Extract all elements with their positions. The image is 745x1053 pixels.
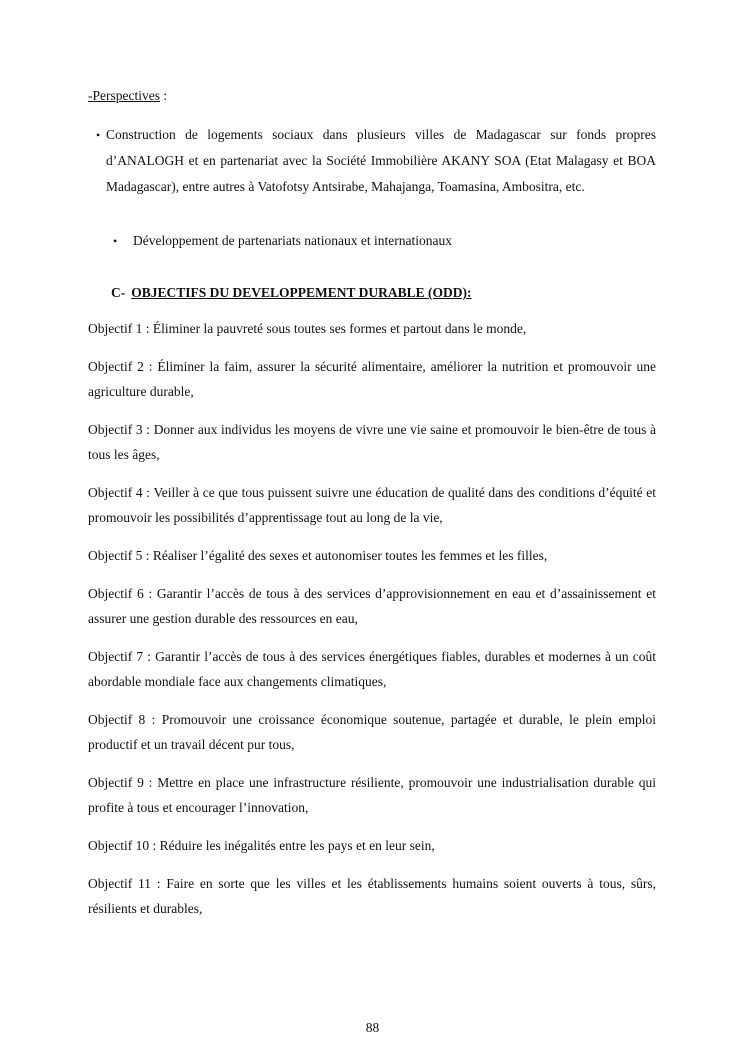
section-prefix: C- [111,285,126,300]
bullet-text: Construction de logements sociaux dans plusieurs villes de Madagascar sur fonds propres d’ANALOGH et en partenariat avec la Société Immobilière AKANY SOA (Etat Malagasy et BOA Madagascar), entre autres à Vatofotsy Antsirabe, Mahajanga, Toamasina, Ambositra, etc. [106,127,656,194]
section-heading [111,285,472,301]
objective-paragraph: Objectif 1 : Éliminer la pauvreté sous toutes ses formes et partout dans le monde, [88,321,527,336]
objective-paragraph: Objectif 3 : Donner aux individus les moyens de vivre une vie saine et promouvoir le bien-être de tous à tous les âges, [88,422,656,462]
list-item [96,122,656,200]
objective-paragraph: Objectif 7 : Garantir l’accès de tous à des services énergétiques fiables, durables et modernes à un coût abordable mondiale face aux changements climatiques, [88,649,656,689]
bullet-icon: • [96,128,101,142]
perspectives-heading [88,88,167,104]
objective-paragraph: Objectif 5 : Réaliser l’égalité des sexes et autonomiser toutes les femmes et les filles, [88,548,548,563]
objective-paragraph: Objectif 8 : Promouvoir une croissance économique soutenue, partagée et durable, le plein emploi productif et un travail décent pur tous, [88,712,656,752]
objective-paragraph: Objectif 2 : Éliminer la faim, assurer la sécurité alimentaire, améliorer la nutrition et promouvoir une agriculture durable, [88,359,656,399]
objective-paragraph: Objectif 4 : Veiller à ce que tous puissent suivre une éducation de qualité dans des conditions d’équité et promouvoir les possibilités d’apprentissage tout au long de la vie, [88,485,656,525]
perspectives-label: -Perspectives [88,88,160,103]
objective-paragraph: Objectif 6 : Garantir l’accès de tous à des services d’approvisionnement en eau et d’assainissement et assurer une gestion durable des ressources en eau, [88,586,656,626]
objective-paragraph: Objectif 10 : Réduire les inégalités entre les pays et en leur sein, [88,838,435,853]
perspectives-colon: : [159,88,168,103]
page-number: 88 [365,1020,380,1035]
objective-paragraph: Objectif 9 : Mettre en place une infrastructure résiliente, promouvoir une industrialisation durable qui profite à tous et encourager l’innovation, [88,775,656,815]
bullet-text: Développement de partenariats nationaux et internationaux [133,233,453,248]
objectives-list [88,316,656,934]
bullet-icon: • [113,234,118,248]
perspectives-bullet-list [96,122,656,200]
list-item [113,228,653,254]
section-title: OBJECTIFS DU DEVELOPPEMENT DURABLE (ODD): [131,285,472,300]
objective-paragraph: Objectif 11 : Faire en sorte que les villes et les établissements humains soient ouverts à tous, sûrs, résilients et durables, [88,876,656,916]
